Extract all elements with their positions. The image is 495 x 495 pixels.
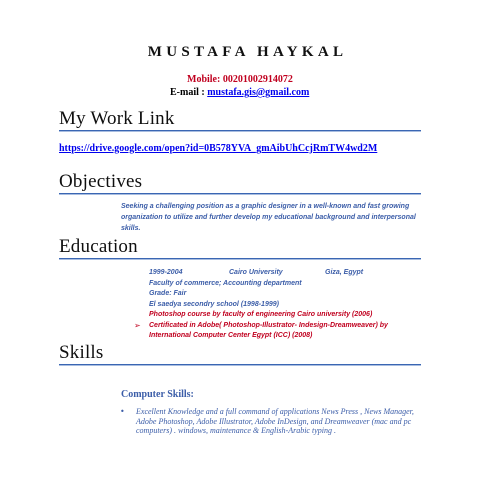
section-divider-objectives bbox=[59, 193, 421, 195]
education-years: 1999-2004 bbox=[149, 269, 183, 276]
arrow-bullet-icon: ➢ bbox=[134, 320, 141, 330]
objectives-text: Seeking a challenging position as a graphic designer in a well-known and fast growing organization to utilize and further develop my educational background and interpersonal skills. bbox=[121, 203, 416, 232]
education-row bbox=[149, 268, 429, 279]
education-block bbox=[134, 268, 429, 342]
education-location: Giza, Egypt bbox=[325, 269, 364, 276]
education-faculty: Faculty of commerce; Accounting department bbox=[149, 279, 302, 287]
section-title-work-link: My Work Link bbox=[59, 108, 175, 129]
email-label: E-mail : bbox=[170, 87, 205, 98]
computer-skills-title: Computer Skills: bbox=[121, 389, 194, 400]
section-divider-skills bbox=[59, 364, 421, 366]
bullet-icon: • bbox=[120, 407, 125, 416]
section-title-objectives: Objectives bbox=[59, 171, 143, 192]
section-title-education: Education bbox=[59, 236, 138, 257]
education-certificate-line2: International Computer Center Egypt (ICC) (2008) bbox=[149, 332, 313, 339]
work-link-url[interactable]: https://drive.google.com/open?id=0B578YVA_gmAibUhCcjRmTW4wd2M bbox=[59, 143, 378, 154]
section-divider-education bbox=[59, 258, 421, 260]
education-university: Cairo University bbox=[229, 269, 283, 276]
email-link[interactable]: mustafa.gis@gmail.com bbox=[207, 87, 310, 98]
education-school: El saedya secondry school (1998-1999) bbox=[149, 300, 279, 308]
section-title-skills: Skills bbox=[59, 342, 104, 363]
resume-name: MUSTAFA HAYKAL bbox=[147, 44, 348, 60]
education-grade: Grade: Fair bbox=[149, 290, 187, 297]
section-divider-work-link bbox=[59, 130, 421, 132]
education-course: Photoshop course by faculty of engineering Cairo university (2006) bbox=[149, 311, 373, 318]
computer-skills-text: Excellent Knowledge and a full command of applications News Press , News Manager, Adobe Photoshop, Adobe Illustrator, Adobe InDesign, and Dreamweaver (mac and pc computers) . windows, maintenance & English-Arabic typing . bbox=[136, 407, 414, 435]
mobile-number: Mobile: 00201002914072 bbox=[187, 74, 293, 85]
education-certificate bbox=[134, 320, 429, 332]
education-certificate-line1: Certificated in Adobe( Photoshop-Illustrator- Indesign-Dreamweaver) by bbox=[149, 321, 388, 329]
email-line bbox=[170, 87, 309, 98]
